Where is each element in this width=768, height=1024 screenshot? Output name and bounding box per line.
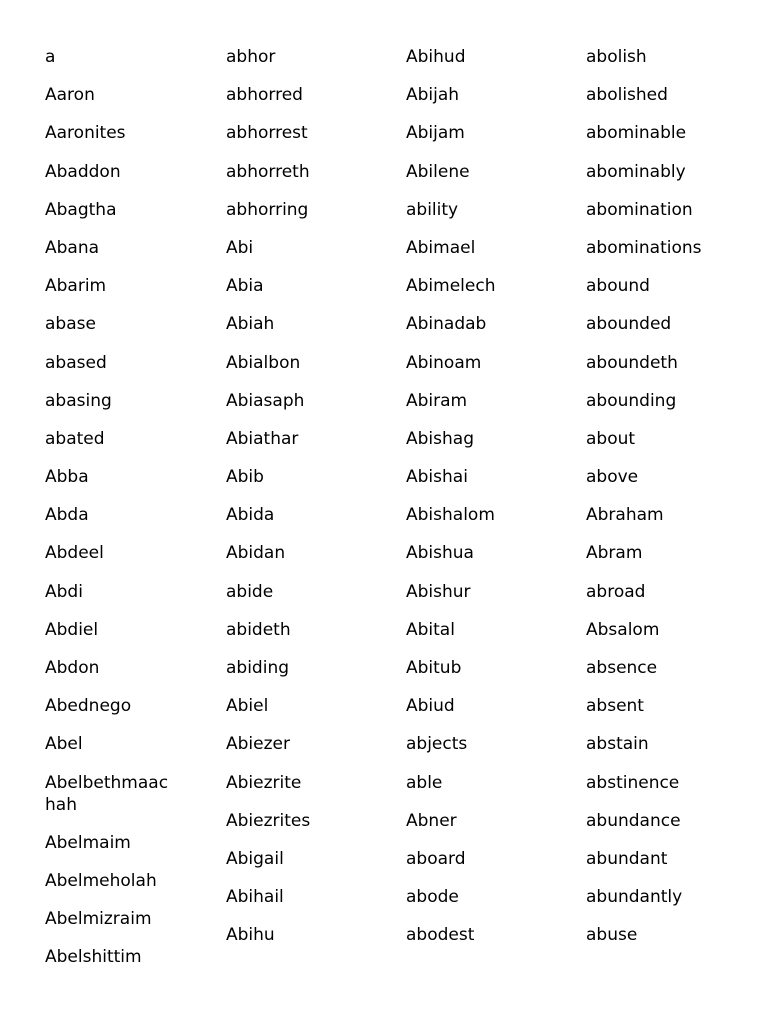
word-entry: Abdiel: [45, 619, 99, 640]
word-entry: Abiah: [226, 314, 275, 335]
word-entry: Abishalom: [406, 505, 495, 526]
word-entry: Abihud: [406, 47, 466, 67]
word-entry: abolished: [586, 85, 668, 106]
word-entry: Abiud: [406, 696, 455, 717]
word-entry: abuse: [586, 925, 638, 946]
word-entry: abominable: [586, 123, 687, 144]
word-entry: Abdon: [45, 658, 100, 678]
word-entry: Abida: [226, 505, 275, 526]
word-entry: Abilene: [406, 161, 470, 182]
word-entry: Abiram: [406, 390, 468, 411]
word-entry: abasing: [45, 390, 112, 411]
word-entry: abounded: [586, 314, 672, 335]
word-column-4: [586, 46, 736, 963]
word-entry: about: [586, 428, 636, 449]
word-entry: Abia: [226, 276, 264, 297]
word-entry: Abelbethmaachah: [45, 772, 169, 815]
word-entry: Abiathar: [226, 428, 299, 449]
word-entry: Abda: [45, 505, 89, 526]
word-entry: abundant: [586, 848, 668, 869]
word-entry: Abiel: [226, 696, 269, 717]
word-entry: abhor: [226, 47, 276, 67]
word-entry: Abishur: [406, 581, 471, 602]
word-entry: abundantly: [586, 887, 683, 908]
word-entry: ability: [406, 199, 459, 220]
word-entry: Abram: [586, 543, 643, 564]
word-entry: Abdeel: [45, 543, 104, 564]
word-entry: abstinence: [586, 772, 680, 793]
word-entry: Abaddon: [45, 161, 121, 182]
word-entry: abomination: [586, 199, 693, 220]
word-entry: Abelshittim: [45, 947, 142, 968]
word-entry: Abimael: [406, 237, 476, 258]
word-entry: abhorring: [226, 199, 309, 220]
word-entry: Abba: [45, 467, 89, 488]
word-entry: Abigail: [226, 848, 284, 869]
word-entry: Abitub: [406, 658, 462, 678]
word-entry: Abelmaim: [45, 832, 131, 853]
word-entry: Abidan: [226, 543, 286, 564]
word-entry: Abiezrite: [226, 772, 302, 793]
word-entry: abhorreth: [226, 161, 310, 182]
word-entry: Aaron: [45, 85, 95, 106]
word-entry: Abital: [406, 619, 455, 640]
word-entry: Aaronites: [45, 123, 126, 144]
word-entry: Abel: [45, 734, 83, 755]
word-entry: Abihail: [226, 887, 284, 908]
word-entry: Abishag: [406, 428, 474, 449]
word-entry: Abinadab: [406, 314, 487, 335]
word-entry: Abib: [226, 467, 264, 488]
word-entry: Abihu: [226, 925, 275, 946]
word-entry: abase: [45, 314, 96, 335]
word-entry: abroad: [586, 581, 646, 602]
word-entry: absent: [586, 696, 644, 717]
word-column-3: [406, 46, 556, 963]
word-entry: aboard: [406, 848, 466, 869]
word-entry: abhorred: [226, 85, 303, 106]
word-entry: abominably: [586, 161, 686, 182]
word-entry: abound: [586, 276, 650, 297]
word-entry: Abiasaph: [226, 390, 305, 411]
word-entry: Abijah: [406, 85, 460, 106]
word-entry: Abagtha: [45, 199, 117, 220]
word-entry: above: [586, 467, 639, 488]
word-entry: Abijam: [406, 123, 465, 144]
word-entry: aboundeth: [586, 352, 678, 373]
word-entry: Abelmizraim: [45, 909, 152, 930]
word-column-2: [226, 46, 376, 963]
word-entry: Abednego: [45, 696, 132, 717]
word-entry: Abiezrites: [226, 810, 311, 831]
word-entry: abstain: [586, 734, 649, 755]
word-column-1: [45, 46, 195, 985]
word-entry: Abimelech: [406, 276, 496, 297]
word-entry: Abner: [406, 810, 457, 831]
word-entry: abased: [45, 352, 107, 373]
word-entry: abominations: [586, 237, 702, 258]
word-entry: Abi: [226, 237, 254, 258]
word-entry: Abana: [45, 237, 100, 258]
word-entry: Abelmeholah: [45, 870, 157, 891]
word-entry: abideth: [226, 619, 291, 640]
word-entry: Abishua: [406, 543, 474, 564]
word-entry: a: [45, 47, 56, 67]
word-entry: abundance: [586, 810, 681, 831]
word-entry: Abdi: [45, 581, 83, 602]
word-entry: abolish: [586, 47, 647, 67]
word-entry: Abinoam: [406, 352, 482, 373]
word-entry: Abishai: [406, 467, 468, 488]
word-entry: abiding: [226, 658, 290, 678]
word-entry: abide: [226, 581, 274, 602]
word-entry: abode: [406, 887, 459, 908]
word-entry: absence: [586, 658, 658, 678]
word-entry: abounding: [586, 390, 677, 411]
word-entry: Abraham: [586, 505, 664, 526]
word-entry: Absalom: [586, 619, 660, 640]
word-entry: abjects: [406, 734, 468, 755]
word-entry: Abarim: [45, 276, 107, 297]
word-entry: Abialbon: [226, 352, 301, 373]
word-entry: abhorrest: [226, 123, 308, 144]
word-entry: abodest: [406, 925, 475, 946]
word-entry: Abiezer: [226, 734, 290, 755]
word-entry: able: [406, 772, 443, 793]
word-entry: abated: [45, 428, 105, 449]
